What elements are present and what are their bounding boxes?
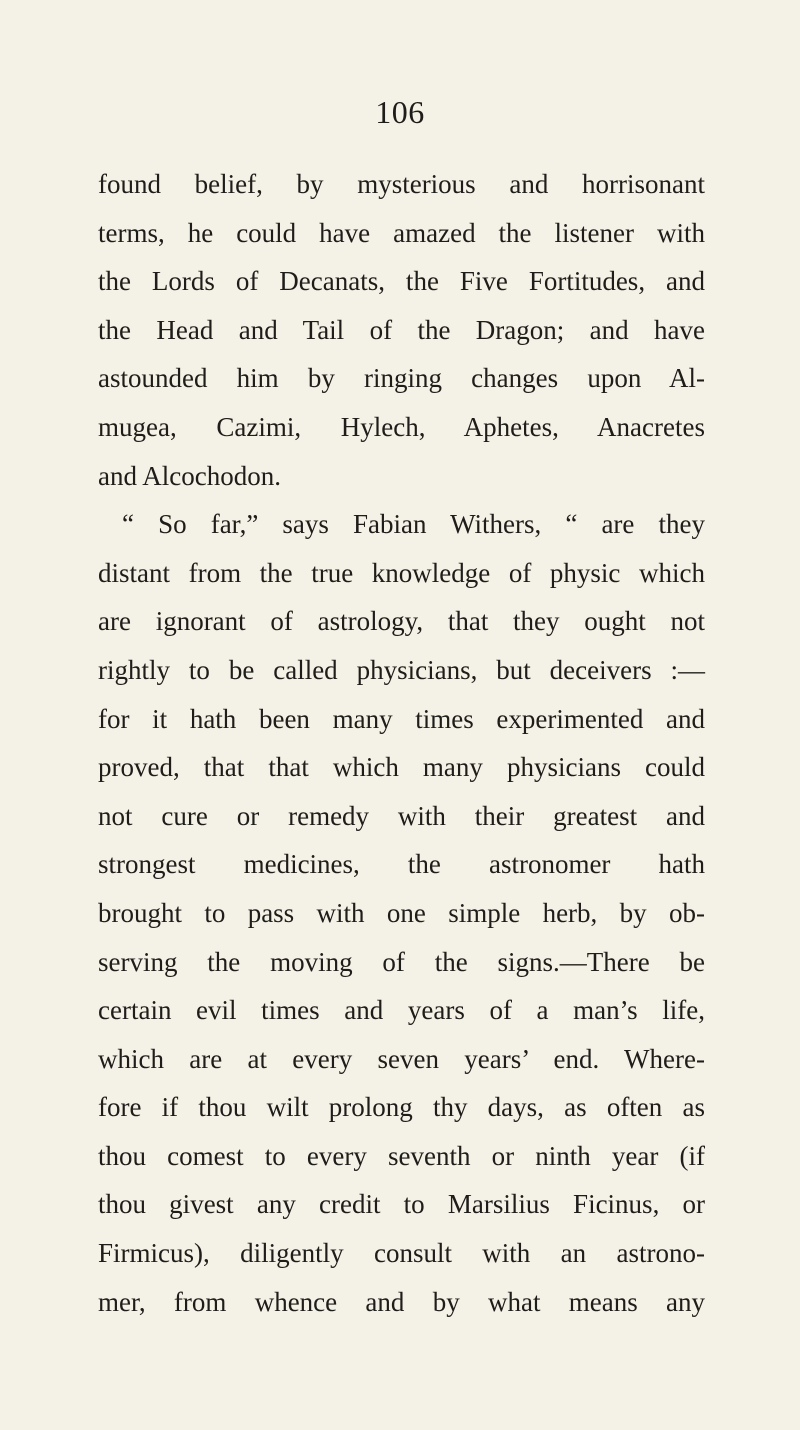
- text-line: thou givest any credit to Marsilius Ficinus, or: [98, 1189, 705, 1220]
- text-line: fore if thou wilt prolong thy days, as often as: [98, 1092, 705, 1123]
- text-line: Firmicus), diligently consult with an astrono-: [98, 1238, 705, 1269]
- text-line: not cure or remedy with their greatest and: [98, 800, 705, 831]
- text-line: certain evil times and years of a man’s life,: [98, 995, 705, 1026]
- text-line: proved, that that which many physicians could: [98, 752, 705, 783]
- text-line: mugea, Cazimi, Hylech, Aphetes, Anacretes: [98, 411, 705, 442]
- text-line: found belief, by mysterious and horrisonant: [98, 169, 705, 199]
- text-line: distant from the true knowledge of physic which: [98, 557, 705, 588]
- page-number: 106: [375, 94, 425, 130]
- text-line: mer, from whence and by what means any: [98, 1286, 705, 1317]
- text-line: thou comest to every seventh or ninth year (if: [98, 1140, 705, 1171]
- text-line: rightly to be called physicians, but deceivers :—: [98, 654, 705, 685]
- body-text: [98, 160, 705, 1326]
- text-line: and Alcochodon.: [98, 460, 281, 491]
- text-line: the Head and Tail of the Dragon; and have: [98, 314, 705, 345]
- text-line: are ignorant of astrology, that they ought not: [98, 606, 705, 637]
- text-line: “ So far,” says Fabian Withers, “ are they: [122, 509, 705, 540]
- text-line: strongest medicines, the astronomer hath: [98, 849, 705, 880]
- text-line: the Lords of Decanats, the Five Fortitudes, and: [98, 266, 705, 297]
- text-line: brought to pass with one simple herb, by ob-: [98, 897, 705, 928]
- text-line: for it hath been many times experimented and: [98, 703, 705, 734]
- text-line: terms, he could have amazed the listener with: [98, 217, 705, 248]
- text-line: astounded him by ringing changes upon Al-: [98, 363, 705, 394]
- text-line: serving the moving of the signs.—There be: [98, 946, 705, 977]
- text-line: which are at every seven years’ end. Where-: [98, 1043, 705, 1074]
